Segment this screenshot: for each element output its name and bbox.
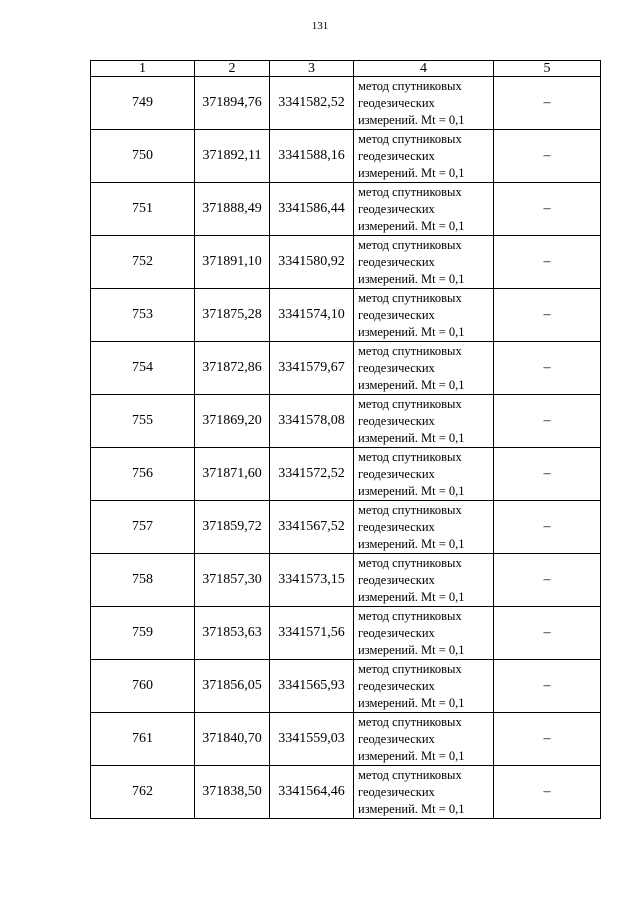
column-header-4: 4 [354,61,494,77]
method-text-line: метод спутниковых [358,131,462,146]
table-row [91,77,601,130]
note-cell: – [494,130,601,183]
point-number-cell: 755 [91,395,195,448]
x-coordinate-cell: 371892,11 [195,130,270,183]
method-text-line: измерений. Mt = 0,1 [358,748,465,763]
note-cell: – [494,554,601,607]
method-text-line: геодезических [358,201,435,216]
method-text-line: измерений. Mt = 0,1 [358,536,465,551]
method-text-line: метод спутниковых [358,449,462,464]
method-text-line: измерений. Mt = 0,1 [358,112,465,127]
method-text-line: метод спутниковых [358,290,462,305]
method-cell [354,554,494,607]
table-header-row [91,61,601,77]
coordinates-table [90,60,601,819]
note-cell: – [494,501,601,554]
table-row [91,501,601,554]
point-number-cell: 752 [91,236,195,289]
note-cell: – [494,607,601,660]
method-text-line: измерений. Mt = 0,1 [358,165,465,180]
x-coordinate-cell: 371872,86 [195,342,270,395]
x-coordinate-cell: 371891,10 [195,236,270,289]
method-text-line: метод спутниковых [358,661,462,676]
x-coordinate-cell: 371840,70 [195,713,270,766]
x-coordinate-cell: 371838,50 [195,766,270,819]
method-text-line: измерений. Mt = 0,1 [358,483,465,498]
note-cell: – [494,236,601,289]
method-text-line: измерений. Mt = 0,1 [358,589,465,604]
column-header-3: 3 [270,61,354,77]
x-coordinate-cell: 371888,49 [195,183,270,236]
x-coordinate-cell: 371853,63 [195,607,270,660]
method-text-line: метод спутниковых [358,555,462,570]
note-cell: – [494,395,601,448]
method-text-line: измерений. Mt = 0,1 [358,642,465,657]
method-text-line: геодезических [358,519,435,534]
method-cell [354,766,494,819]
note-cell: – [494,766,601,819]
table-row [91,766,601,819]
point-number-cell: 760 [91,660,195,713]
y-coordinate-cell: 3341578,08 [270,395,354,448]
method-cell [354,607,494,660]
y-coordinate-cell: 3341588,16 [270,130,354,183]
method-text-line: геодезических [358,148,435,163]
column-header-5: 5 [494,61,601,77]
method-text-line: метод спутниковых [358,343,462,358]
y-coordinate-cell: 3341586,44 [270,183,354,236]
note-cell: – [494,289,601,342]
page-number: 131 [311,20,329,32]
x-coordinate-cell: 371857,30 [195,554,270,607]
method-text-line: измерений. Mt = 0,1 [358,695,465,710]
x-coordinate-cell: 371856,05 [195,660,270,713]
method-cell [354,130,494,183]
method-text-line: геодезических [358,572,435,587]
method-text-line: измерений. Mt = 0,1 [358,271,465,286]
y-coordinate-cell: 3341564,46 [270,766,354,819]
y-coordinate-cell: 3341573,15 [270,554,354,607]
method-cell [354,660,494,713]
x-coordinate-cell: 371894,76 [195,77,270,130]
point-number-cell: 756 [91,448,195,501]
y-coordinate-cell: 3341574,10 [270,289,354,342]
method-cell [354,77,494,130]
method-text-line: геодезических [358,784,435,799]
method-text-line: геодезических [358,95,435,110]
column-header-2: 2 [195,61,270,77]
method-text-line: геодезических [358,307,435,322]
method-text-line: измерений. Mt = 0,1 [358,324,465,339]
point-number-cell: 757 [91,501,195,554]
y-coordinate-cell: 3341579,67 [270,342,354,395]
note-cell: – [494,77,601,130]
method-text-line: геодезических [358,466,435,481]
table-row [91,713,601,766]
note-cell: – [494,183,601,236]
method-text-line: геодезических [358,360,435,375]
y-coordinate-cell: 3341565,93 [270,660,354,713]
table-row [91,554,601,607]
method-text-line: метод спутниковых [358,396,462,411]
note-cell: – [494,448,601,501]
column-header-1: 1 [91,61,195,77]
method-text-line: измерений. Mt = 0,1 [358,430,465,445]
table-row [91,607,601,660]
x-coordinate-cell: 371871,60 [195,448,270,501]
method-text-line: геодезических [358,254,435,269]
method-text-line: геодезических [358,413,435,428]
method-cell [354,713,494,766]
method-text-line: геодезических [358,731,435,746]
x-coordinate-cell: 371859,72 [195,501,270,554]
table-row [91,448,601,501]
x-coordinate-cell: 371869,20 [195,395,270,448]
table-row [91,183,601,236]
table-row [91,130,601,183]
table-body [91,77,601,819]
y-coordinate-cell: 3341559,03 [270,713,354,766]
point-number-cell: 750 [91,130,195,183]
table-row [91,342,601,395]
table-row [91,236,601,289]
method-text-line: измерений. Mt = 0,1 [358,377,465,392]
method-text-line: метод спутниковых [358,237,462,252]
point-number-cell: 753 [91,289,195,342]
point-number-cell: 759 [91,607,195,660]
method-cell [354,183,494,236]
method-text-line: метод спутниковых [358,767,462,782]
method-text-line: метод спутниковых [358,502,462,517]
point-number-cell: 751 [91,183,195,236]
method-cell [354,289,494,342]
note-cell: – [494,713,601,766]
point-number-cell: 761 [91,713,195,766]
y-coordinate-cell: 3341571,56 [270,607,354,660]
y-coordinate-cell: 3341567,52 [270,501,354,554]
method-text-line: измерений. Mt = 0,1 [358,801,465,816]
method-text-line: геодезических [358,678,435,693]
method-cell [354,236,494,289]
x-coordinate-cell: 371875,28 [195,289,270,342]
method-cell [354,448,494,501]
point-number-cell: 754 [91,342,195,395]
method-text-line: измерений. Mt = 0,1 [358,218,465,233]
y-coordinate-cell: 3341572,52 [270,448,354,501]
method-text-line: метод спутниковых [358,608,462,623]
note-cell: – [494,342,601,395]
method-text-line: метод спутниковых [358,714,462,729]
y-coordinate-cell: 3341582,52 [270,77,354,130]
method-cell [354,501,494,554]
table-row [91,395,601,448]
y-coordinate-cell: 3341580,92 [270,236,354,289]
point-number-cell: 758 [91,554,195,607]
method-cell [354,342,494,395]
table-row [91,289,601,342]
note-cell: – [494,660,601,713]
table-row [91,660,601,713]
method-text-line: метод спутниковых [358,184,462,199]
point-number-cell: 749 [91,77,195,130]
method-cell [354,395,494,448]
method-text-line: метод спутниковых [358,78,462,93]
method-text-line: геодезических [358,625,435,640]
point-number-cell: 762 [91,766,195,819]
